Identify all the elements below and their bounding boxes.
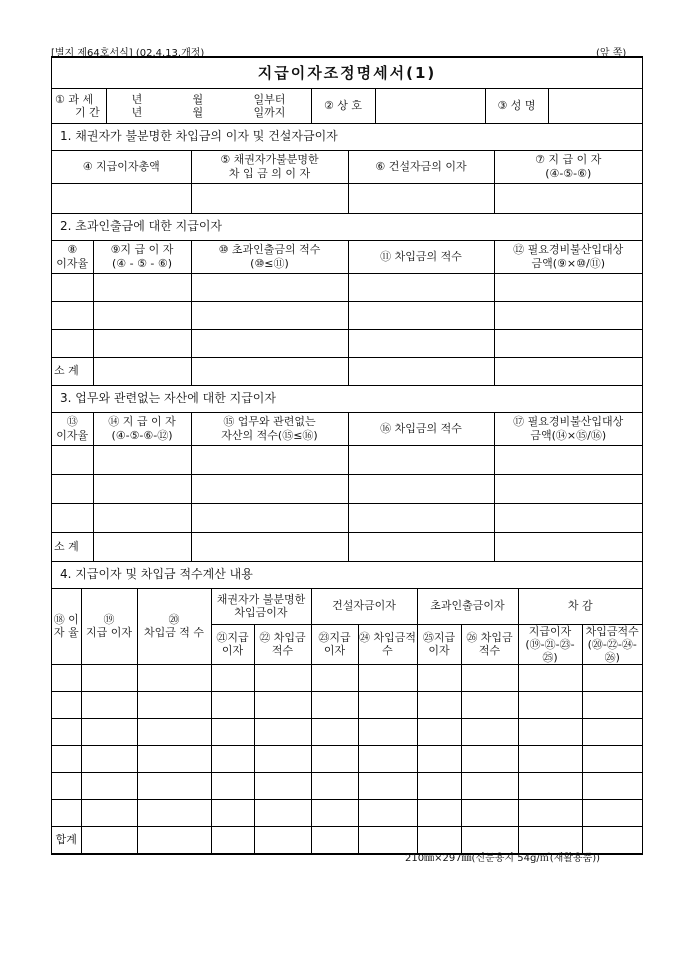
cell[interactable]	[494, 183, 642, 213]
section-4-heading: 4. 지급이자 및 차입금 적수계산 내용	[52, 562, 642, 589]
cell	[358, 746, 417, 773]
table-row	[52, 719, 642, 746]
col-unrelated-assets: ⑮ 업무와 관련없는	[223, 415, 316, 429]
col-paid-interest-formula: (④-⑤-⑥)	[545, 166, 592, 180]
table-row	[52, 692, 642, 719]
month-label: 월	[192, 105, 204, 119]
col-num: ⑬	[66, 415, 78, 429]
section-3	[52, 386, 642, 562]
col-rate: ⑱ 이 자 율	[52, 588, 81, 665]
col-unrelated-assets-2: 자산의 적수(⑮≤⑯)	[221, 428, 318, 442]
cell	[211, 746, 254, 773]
col-25: ㉕지급 이자	[417, 624, 461, 665]
col-overdraw-formula: (⑩≤⑪)	[250, 256, 289, 270]
table-row	[52, 773, 642, 800]
name-field[interactable]	[548, 89, 642, 123]
cell	[311, 773, 358, 800]
col-construction-interest: ⑥ 건설자금의 이자	[348, 150, 494, 183]
cell	[582, 719, 642, 746]
form-title: 지급이자조정명세서(1)	[52, 58, 642, 89]
group-construction: 건설자금이자	[311, 588, 417, 624]
cell	[311, 800, 358, 827]
cell	[81, 746, 137, 773]
cell	[81, 665, 137, 692]
cell	[582, 773, 642, 800]
cell	[211, 719, 254, 746]
col-nondeductible-formula: 금액(⑭×⑮/⑯)	[530, 428, 607, 442]
col-nondeductible: ⑰ 필요경비불산입대상	[513, 415, 624, 429]
cell	[461, 719, 518, 746]
cell	[81, 719, 137, 746]
cell	[582, 800, 642, 827]
cell[interactable]	[52, 183, 191, 213]
col-unknown-creditor: ⑤ 채권자가불분명한	[220, 153, 319, 167]
cell	[254, 719, 311, 746]
cell	[52, 773, 81, 800]
col-borrowing: ⑯ 차입금의 적수	[348, 412, 494, 445]
cell	[358, 719, 417, 746]
section-1	[52, 124, 642, 214]
cell	[137, 719, 211, 746]
col-26: ㉖ 차입금적수	[461, 624, 518, 665]
cell	[211, 800, 254, 827]
cell	[254, 692, 311, 719]
col-interest: ⑭ 지 급 이 자	[108, 415, 176, 429]
col-net-borrowing: 차입금적수 (⑳-㉒-㉔-㉖)	[582, 624, 642, 665]
col-interest: ⑨지 급 이 자	[110, 243, 174, 257]
month-label: 월	[192, 92, 204, 106]
year-label: 년	[131, 105, 143, 119]
cell	[518, 665, 582, 692]
cell	[81, 773, 137, 800]
col-borrowing-sum: 차입금 적 수	[143, 626, 205, 640]
col-interest-formula: (④-⑤-⑥-⑫)	[111, 428, 173, 442]
col-23: ㉓지급 이자	[311, 624, 358, 665]
group-net: 차 감	[518, 588, 642, 624]
col-rate: 이자율	[56, 428, 89, 442]
cell	[211, 692, 254, 719]
year-label: 년	[131, 92, 143, 106]
cell	[254, 773, 311, 800]
cell	[358, 692, 417, 719]
cell	[211, 665, 254, 692]
cell[interactable]	[191, 183, 348, 213]
col-interest-formula: (④ - ⑤ - ⑥)	[111, 256, 173, 270]
cell	[81, 692, 137, 719]
cell	[52, 719, 81, 746]
cell	[137, 692, 211, 719]
section-3-heading: 3. 업무와 관련없는 자산에 대한 지급이자	[52, 386, 642, 413]
cell	[417, 773, 461, 800]
cell	[518, 773, 582, 800]
col-paid-interest: ⑦ 지 급 이 자	[535, 153, 602, 167]
col-paid-interest: 지급 이자	[85, 626, 132, 640]
cell	[582, 692, 642, 719]
front-side-label: (앞 쪽)	[596, 48, 627, 59]
cell	[417, 719, 461, 746]
cell	[52, 692, 81, 719]
group-unknown-creditor: 채권자가 불분명한 차입금이자	[211, 588, 311, 624]
cell	[137, 665, 211, 692]
cell	[211, 773, 254, 800]
col-20-num: ⑳	[168, 613, 180, 627]
section-1-heading: 1. 채권자가 불분명한 차입금의 이자 및 건설자금이자	[52, 124, 642, 151]
cell	[254, 746, 311, 773]
col-total-interest: ④ 지급이자총액	[52, 150, 191, 183]
cell	[311, 665, 358, 692]
name-label: ③ 성 명	[485, 89, 548, 123]
cell[interactable]	[348, 183, 494, 213]
col-num: ⑧	[67, 243, 78, 257]
form-number: [별지 제64호서식] (02.4.13.개정)	[51, 48, 205, 59]
cell	[137, 746, 211, 773]
cell	[461, 773, 518, 800]
cell	[417, 746, 461, 773]
to-label: 일까지	[253, 105, 286, 119]
col-19-num: ⑲	[103, 613, 115, 627]
interest-adjustment-form	[51, 56, 643, 855]
cell	[52, 665, 81, 692]
cell	[137, 773, 211, 800]
cell	[254, 800, 311, 827]
cell	[518, 719, 582, 746]
cell	[358, 773, 417, 800]
col-borrowing: ⑪ 차입금의 적수	[348, 240, 494, 273]
col-nondeductible-formula: 금액(⑨×⑩/⑪)	[531, 256, 605, 270]
cell	[518, 692, 582, 719]
col-rate: 이자율	[56, 256, 89, 270]
col-24: ㉔ 차입금적수	[358, 624, 417, 665]
period-label-2: 기 간	[75, 105, 100, 119]
cell	[461, 800, 518, 827]
col-22: ㉒ 차입금적수	[254, 624, 311, 665]
col-net-interest: 지급이자 (⑲-㉑-㉓-㉕)	[518, 624, 582, 665]
cell	[358, 665, 417, 692]
cell	[137, 800, 211, 827]
info-table	[52, 89, 642, 124]
cell	[254, 665, 311, 692]
cell	[417, 665, 461, 692]
cell	[582, 746, 642, 773]
cell	[358, 800, 417, 827]
cell	[461, 665, 518, 692]
cell	[311, 719, 358, 746]
col-unknown-creditor-2: 차 입 금 의 이 자	[228, 166, 311, 180]
cell	[81, 800, 137, 827]
col-21: ㉑지급 이자	[211, 624, 254, 665]
col-overdraw: ⑩ 초과인출금의 적수	[218, 243, 321, 257]
table-row	[52, 665, 642, 692]
cell	[461, 746, 518, 773]
cell	[52, 746, 81, 773]
section-2-heading: 2. 초과인출금에 대한 지급이자	[52, 214, 642, 241]
section-4	[52, 562, 642, 855]
cell	[518, 800, 582, 827]
cell	[52, 800, 81, 827]
period-label: ① 과 세	[55, 92, 94, 106]
section-2	[52, 214, 642, 386]
cell	[417, 692, 461, 719]
from-label: 일부터	[253, 92, 286, 106]
paper-spec: 210㎜×297㎜(신문용지 54g/㎡(재활용품))	[405, 853, 601, 864]
cell	[311, 692, 358, 719]
subtotal-label: 소 계	[52, 357, 93, 385]
subtotal-label: 소 계	[52, 532, 93, 561]
company-label: ② 상 호	[311, 89, 375, 123]
cell	[417, 800, 461, 827]
cell	[518, 746, 582, 773]
col-nondeductible: ⑫ 필요경비불산입대상	[513, 243, 624, 257]
cell	[311, 746, 358, 773]
cell	[461, 692, 518, 719]
table-row	[52, 800, 642, 827]
cell	[582, 665, 642, 692]
company-field[interactable]	[375, 89, 485, 123]
total-label: 합계	[52, 827, 81, 854]
table-row	[52, 746, 642, 773]
group-overdraw: 초과인출금이자	[417, 588, 518, 624]
